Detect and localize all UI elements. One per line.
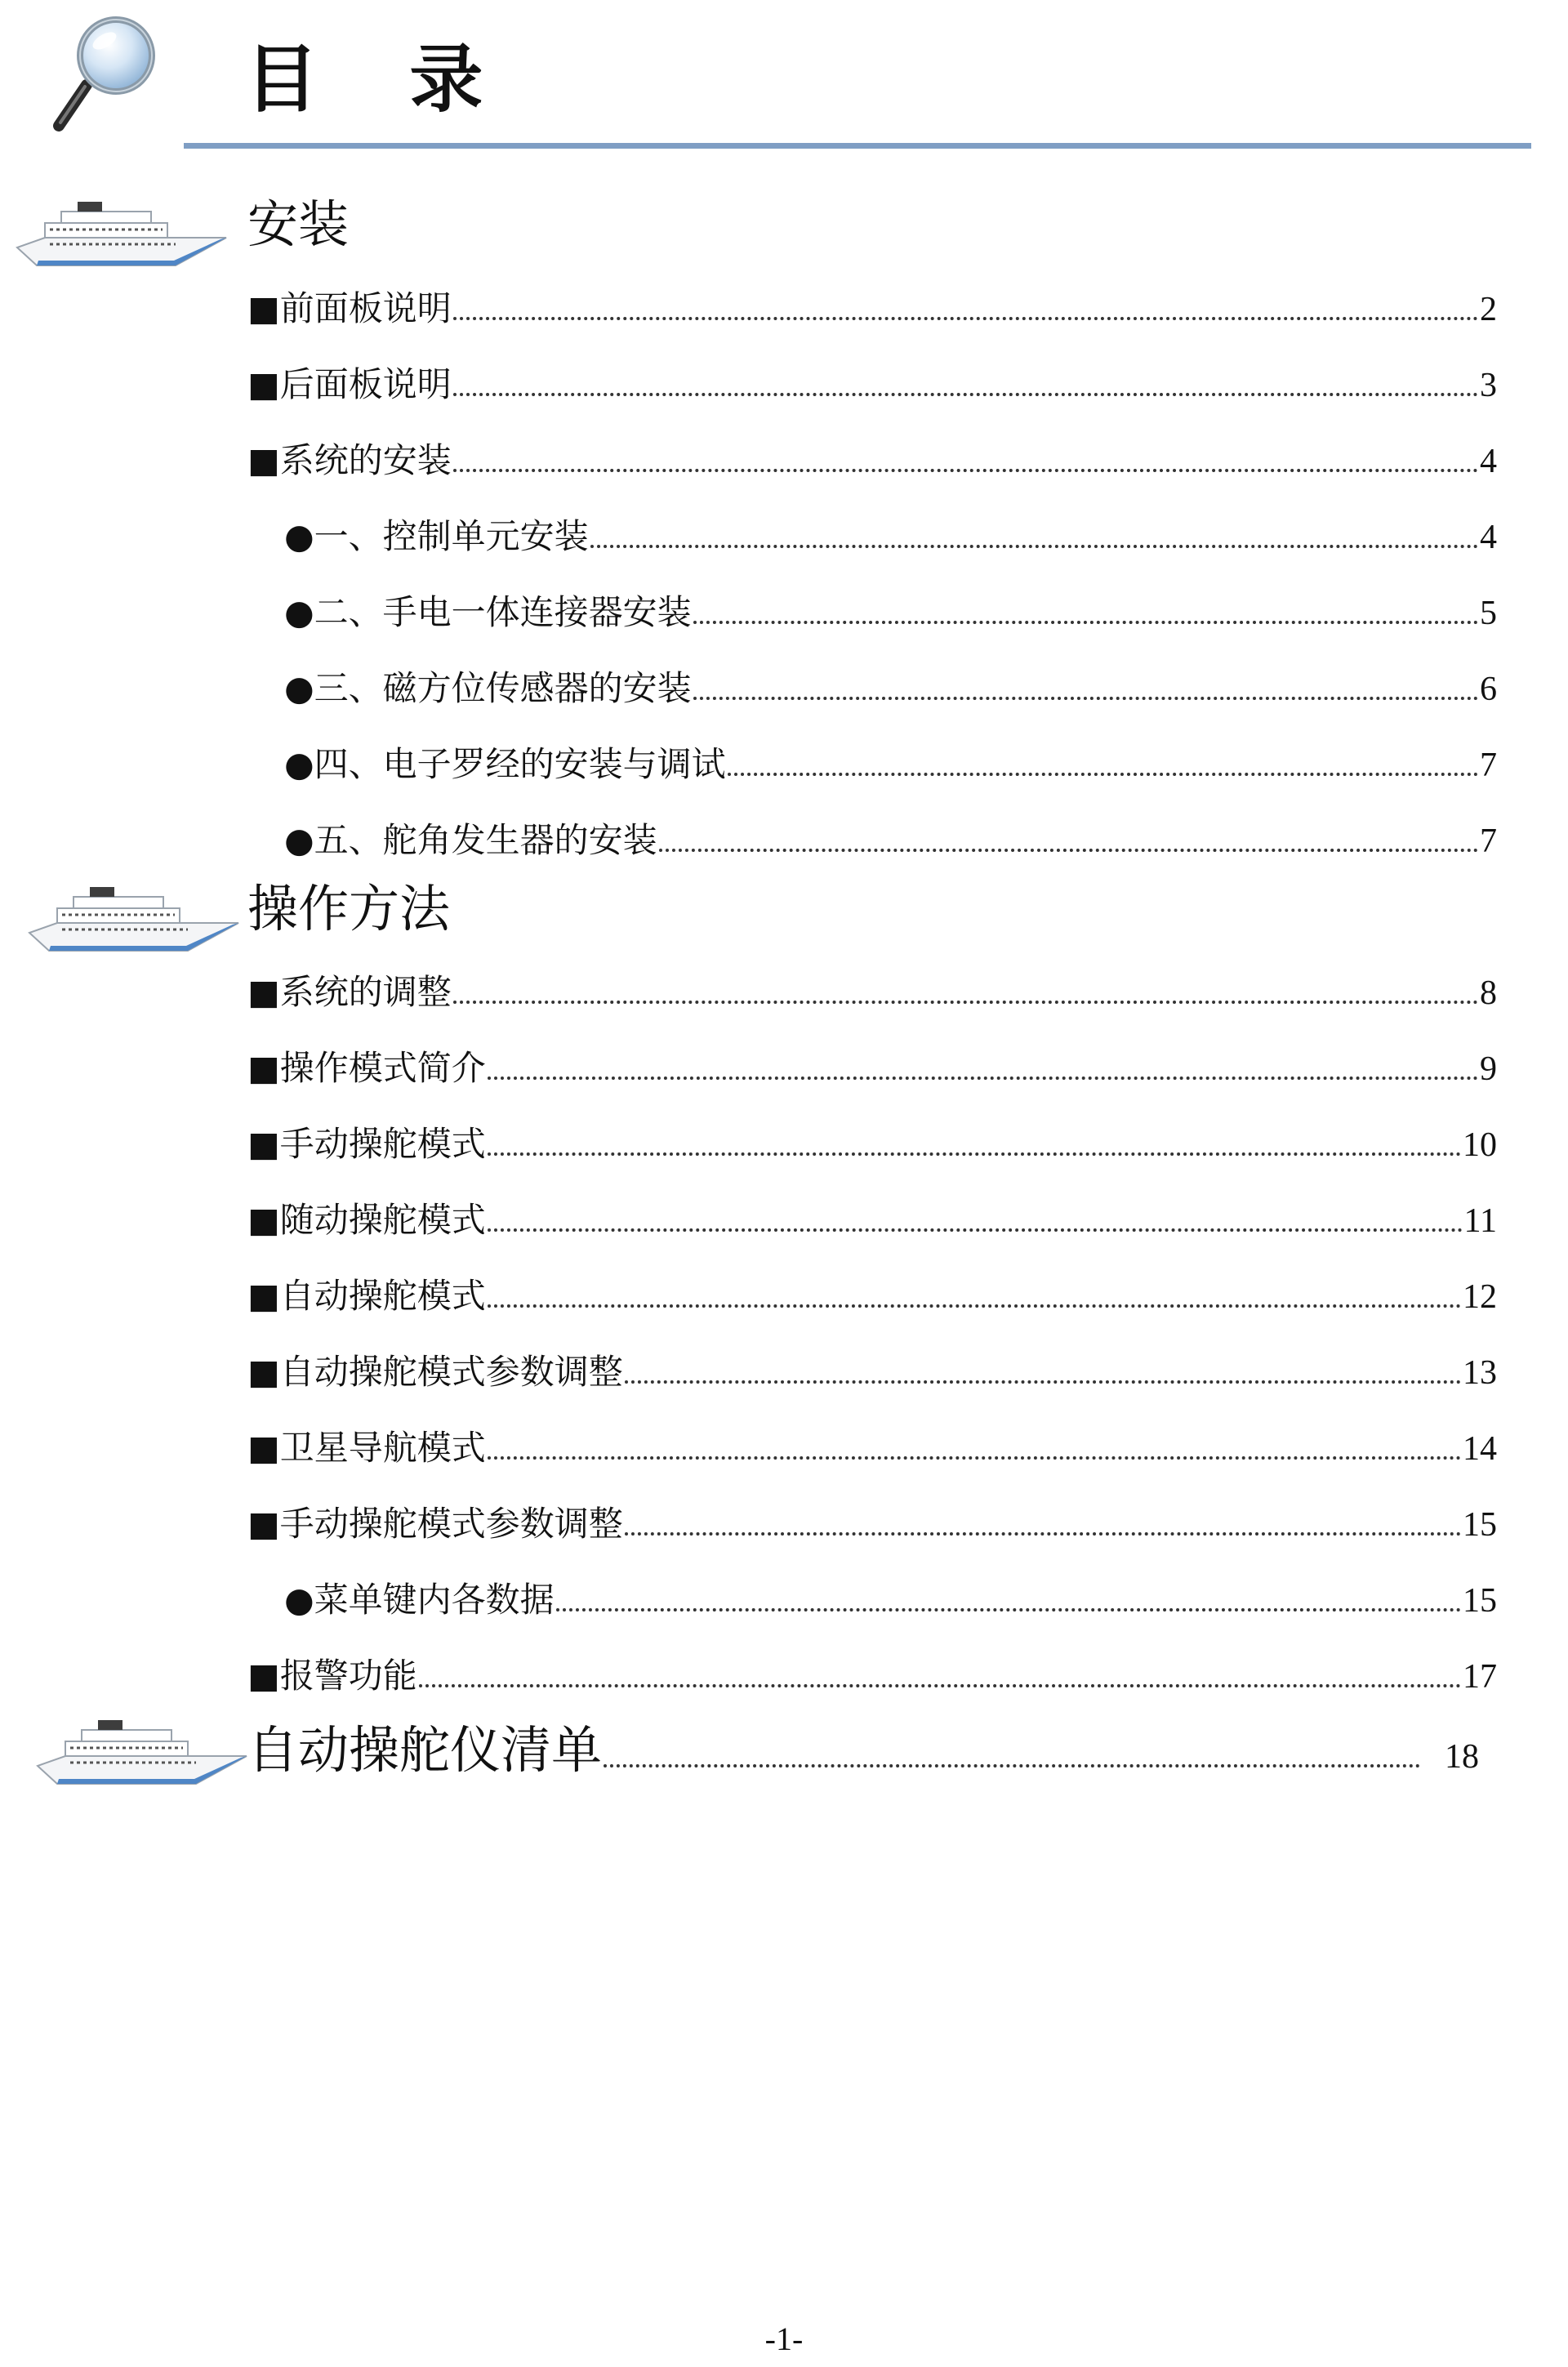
toc-entry-label: 报警功能: [279, 1656, 417, 1696]
toc-entry-label: 菜单键内各数据: [314, 1580, 555, 1620]
toc-page-number: 7: [1480, 747, 1497, 784]
section-heading: 操作方法: [247, 879, 451, 938]
square-bullet-icon: ■: [247, 1200, 280, 1240]
toc-entry[interactable]: [247, 1500, 1497, 1549]
toc-entry[interactable]: [247, 436, 1497, 485]
toc-entry[interactable]: [247, 1196, 1497, 1245]
toc-page-number: 18: [1445, 1738, 1480, 1776]
toc-page-number: 17: [1463, 1658, 1497, 1696]
section-heading: 安装: [247, 194, 350, 254]
toc-page-number: 11: [1463, 1202, 1497, 1240]
square-bullet-icon: ■: [247, 1276, 280, 1316]
toc-entry[interactable]: [247, 284, 1497, 333]
toc-entry-label: 系统的安装: [279, 440, 452, 480]
square-bullet-icon: ■: [247, 364, 280, 404]
toc-entry[interactable]: [247, 968, 1497, 1017]
toc-entry-label: 随动操舵模式: [279, 1200, 486, 1240]
toc-page-number: 13: [1463, 1354, 1497, 1392]
toc-entry[interactable]: [247, 1652, 1497, 1701]
dot-leader: [659, 849, 1478, 852]
magnifier-icon: [47, 13, 162, 136]
dot-leader: [604, 1764, 1420, 1767]
dot-leader: [419, 1684, 1461, 1687]
toc-entry[interactable]: [284, 588, 1497, 637]
toc-entry[interactable]: [247, 1044, 1497, 1093]
round-bullet-icon: ●: [284, 516, 314, 556]
toc-page-number: 12: [1463, 1278, 1497, 1316]
square-bullet-icon: ■: [247, 1048, 280, 1088]
toc-entry-label: 一、控制单元安装: [314, 516, 589, 556]
toc-entry[interactable]: [284, 512, 1497, 561]
dot-leader: [488, 1077, 1478, 1080]
toc-entry-label: 四、电子罗经的安装与调试: [314, 744, 726, 784]
toc-entry-label: 手动操舵模式参数调整: [279, 1504, 623, 1544]
toc-entry[interactable]: [284, 816, 1497, 865]
dot-leader: [488, 1152, 1461, 1156]
toc-entry-label: 操作模式简介: [279, 1048, 486, 1088]
title-rule: [184, 143, 1531, 149]
toc-page-number: 8: [1480, 974, 1497, 1012]
section-heading: 自动操舵仪清单: [247, 1720, 603, 1780]
toc-entry-label: 前面板说明: [279, 288, 452, 328]
toc-entry-label: 三、磁方位传感器的安装: [314, 668, 692, 708]
toc-entry-label: 卫星导航模式: [279, 1428, 486, 1468]
toc-entry-label: 系统的调整: [279, 972, 452, 1012]
square-bullet-icon: ■: [247, 1656, 280, 1696]
square-bullet-icon: ■: [247, 288, 280, 328]
toc-entry[interactable]: [247, 360, 1497, 409]
cruise-ship-icon: [33, 1709, 253, 1794]
dot-leader: [693, 621, 1478, 624]
toc-entry-label: 后面板说明: [279, 364, 452, 404]
toc-entry[interactable]: [247, 1120, 1497, 1169]
toc-entry-label: 手动操舵模式: [279, 1124, 486, 1164]
square-bullet-icon: ■: [247, 1504, 280, 1544]
toc-entry[interactable]: [284, 1576, 1497, 1625]
page-number-footer: -1-: [764, 2320, 804, 2357]
toc-section-entry[interactable]: [247, 1714, 1497, 1787]
dot-leader: [728, 773, 1478, 776]
toc-page-number: 4: [1480, 519, 1497, 556]
page-title: 目 录: [245, 37, 516, 123]
toc-entry-label: 自动操舵模式: [279, 1276, 486, 1316]
dot-leader: [453, 1001, 1478, 1004]
cruise-ship-icon: [24, 876, 245, 961]
round-bullet-icon: ●: [284, 592, 314, 632]
dot-leader: [488, 1228, 1463, 1232]
toc-page-number: 10: [1463, 1126, 1497, 1164]
toc-entry[interactable]: [284, 664, 1497, 713]
square-bullet-icon: ■: [247, 440, 280, 480]
dot-leader: [625, 1532, 1461, 1536]
square-bullet-icon: ■: [247, 1124, 280, 1164]
toc-page-number: 9: [1480, 1050, 1497, 1088]
toc-entry[interactable]: [284, 740, 1497, 789]
round-bullet-icon: ●: [284, 1580, 314, 1620]
toc-entry[interactable]: [247, 1348, 1497, 1397]
toc-page-number: 2: [1480, 291, 1497, 328]
toc-page-number: 7: [1480, 822, 1497, 860]
round-bullet-icon: ●: [284, 668, 314, 708]
toc-entry-label: 五、舵角发生器的安装: [314, 820, 657, 860]
toc-page-number: 15: [1463, 1506, 1497, 1544]
dot-leader: [556, 1608, 1461, 1611]
toc-entry[interactable]: [247, 1424, 1497, 1473]
toc-page-number: 3: [1480, 367, 1497, 404]
dot-leader: [488, 1456, 1461, 1460]
toc-page-number: 4: [1480, 443, 1497, 480]
toc-page-number: 5: [1480, 595, 1497, 632]
square-bullet-icon: ■: [247, 1428, 280, 1468]
round-bullet-icon: ●: [284, 744, 314, 784]
dot-leader: [693, 697, 1478, 700]
dot-leader: [453, 317, 1478, 320]
toc-entry[interactable]: [247, 1272, 1497, 1321]
dot-leader: [625, 1380, 1461, 1384]
square-bullet-icon: ■: [247, 1352, 280, 1392]
dot-leader: [453, 469, 1478, 472]
toc-page-number: 14: [1463, 1430, 1497, 1468]
square-bullet-icon: ■: [247, 972, 280, 1012]
toc-page-number: 15: [1463, 1582, 1497, 1620]
cruise-ship-icon: [12, 190, 233, 276]
toc-entry-label: 二、手电一体连接器安装: [314, 592, 692, 632]
round-bullet-icon: ●: [284, 820, 314, 860]
dot-leader: [488, 1304, 1461, 1308]
toc-entry-label: 自动操舵模式参数调整: [279, 1352, 623, 1392]
dot-leader: [590, 545, 1478, 548]
dot-leader: [453, 393, 1478, 396]
toc-page-number: 6: [1480, 671, 1497, 708]
